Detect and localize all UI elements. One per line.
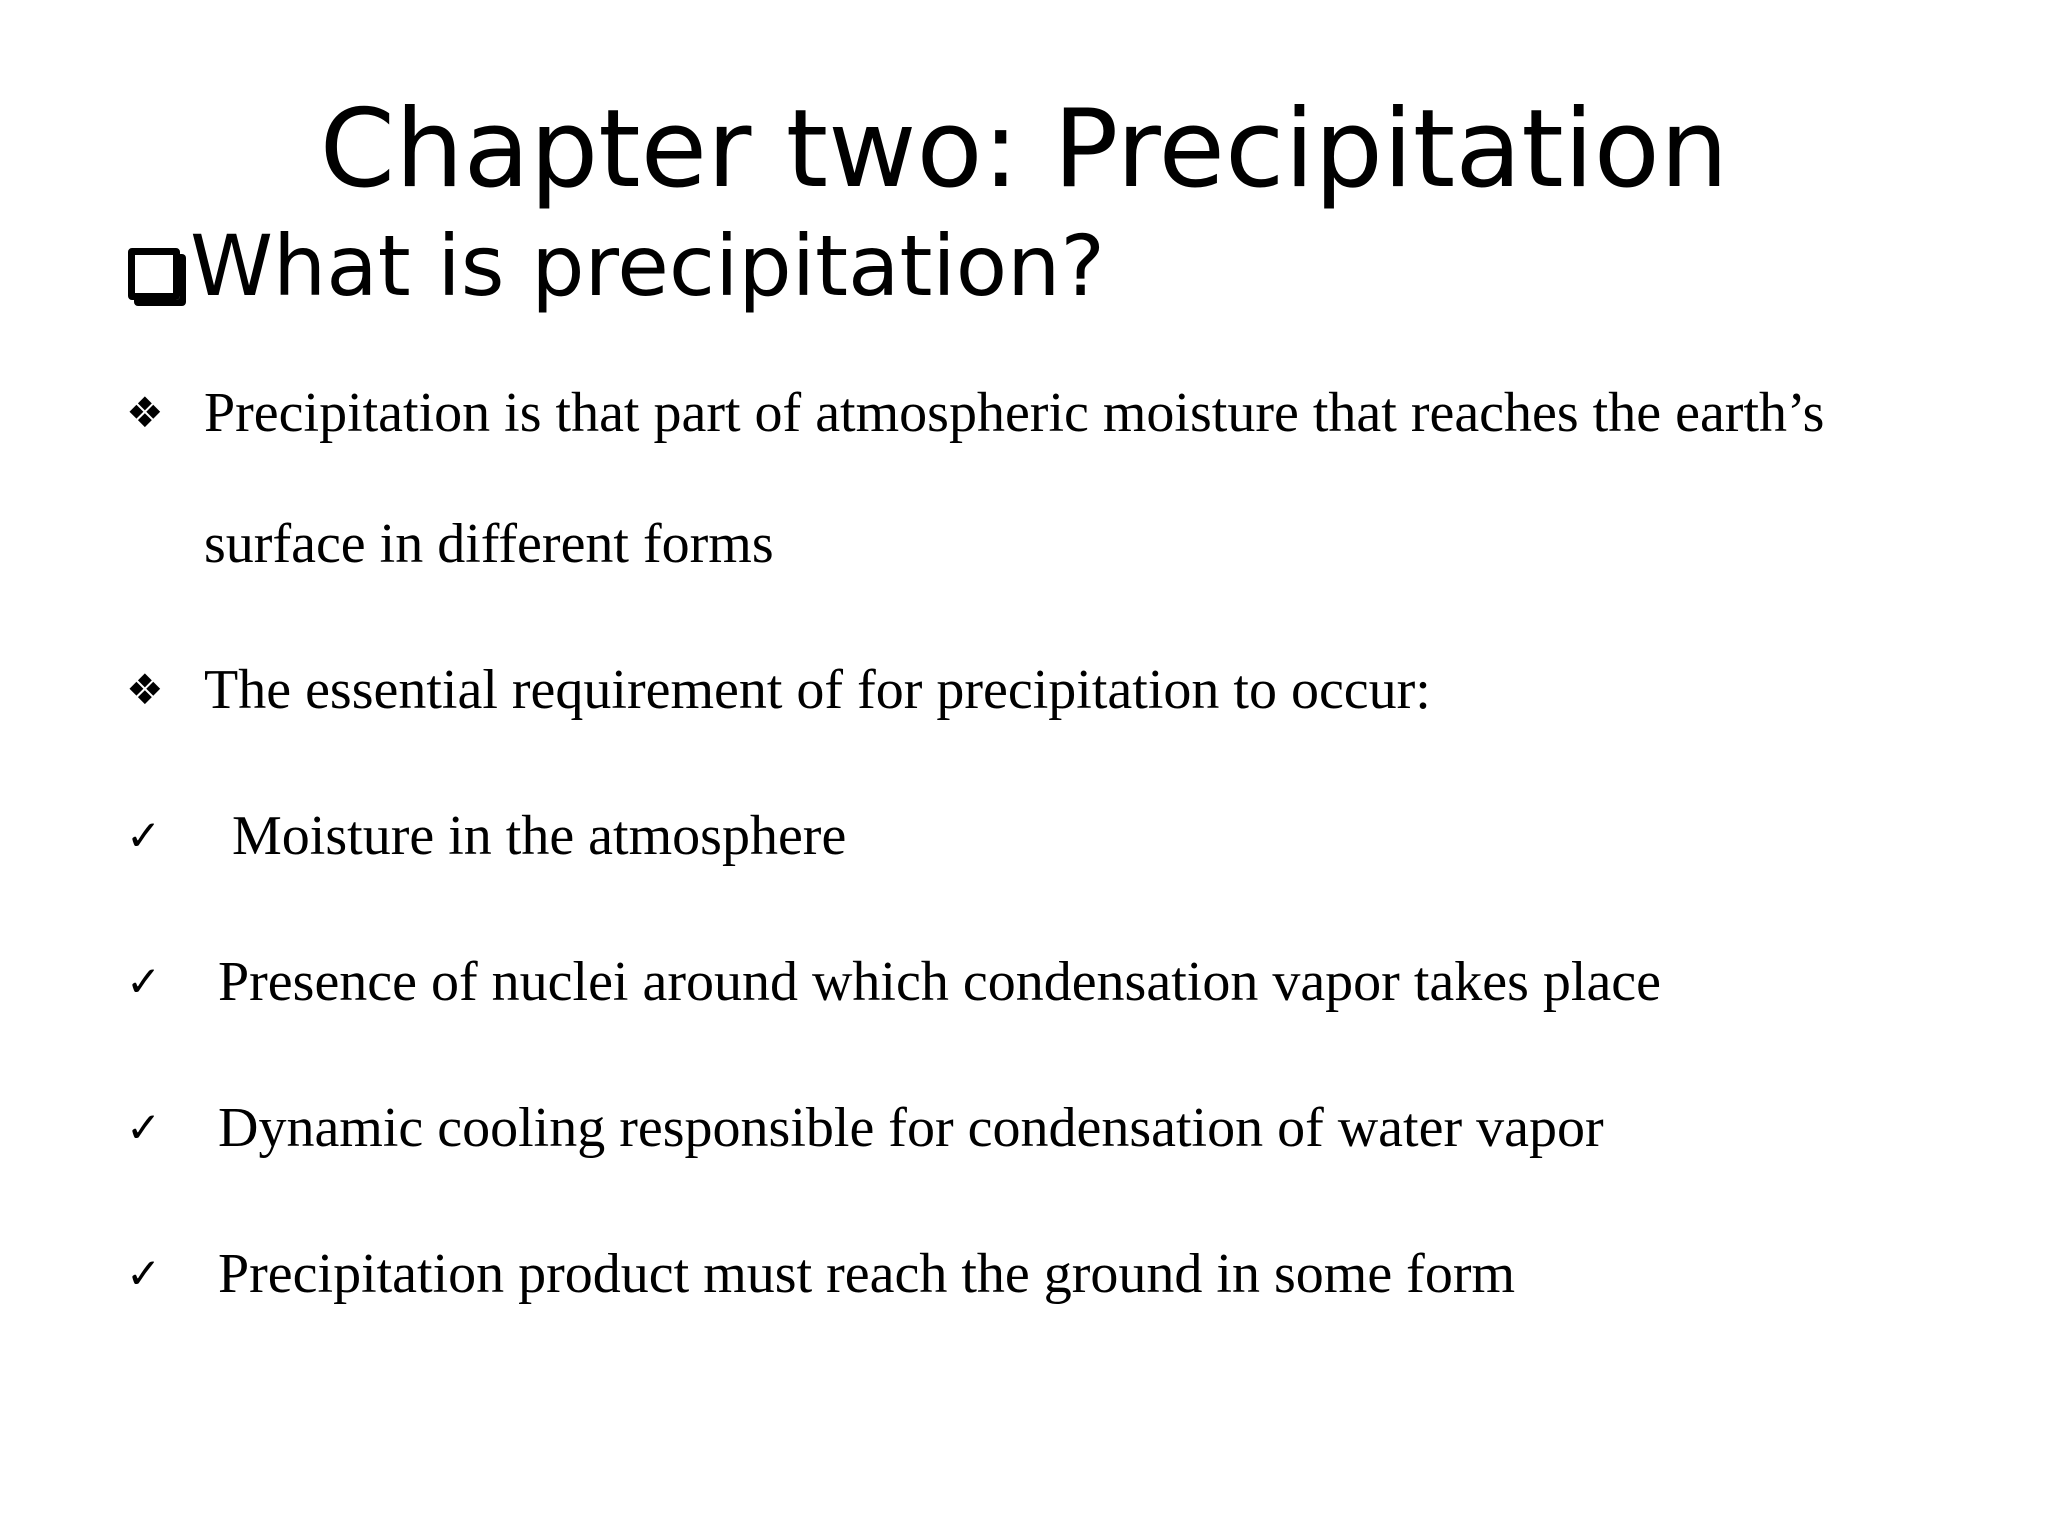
checkmark-icon: ✓ <box>126 811 162 860</box>
diamond-bullet-icon: ❖ <box>126 388 164 437</box>
section-heading-text: What is precipitation? <box>190 217 1105 315</box>
checkmark-icon: ✓ <box>126 957 162 1006</box>
slide-title: Chapter two: Precipitation <box>319 87 1729 212</box>
bullet-text-line: Precipitation is that part of atmospheric moisture that reaches the earth’s <box>204 382 1825 444</box>
bullet-text-line: The essential requirement of for precipitation to occur: <box>204 659 1431 721</box>
checkmark-icon: ✓ <box>126 1103 162 1152</box>
check-item-text: Moisture in the atmosphere <box>232 805 847 867</box>
check-item-text: Precipitation product must reach the ground in some form <box>218 1243 1516 1305</box>
check-item-text: Dynamic cooling responsible for condensation of water vapor <box>218 1097 1604 1159</box>
checkbox-square-icon <box>128 248 180 300</box>
check-item-text: Presence of nuclei around which condensation vapor takes place <box>218 951 1662 1013</box>
section-heading <box>128 216 1105 316</box>
bullet-text-line: surface in different forms <box>204 513 774 575</box>
diamond-bullet-icon: ❖ <box>126 665 164 714</box>
checkmark-icon: ✓ <box>126 1249 162 1298</box>
